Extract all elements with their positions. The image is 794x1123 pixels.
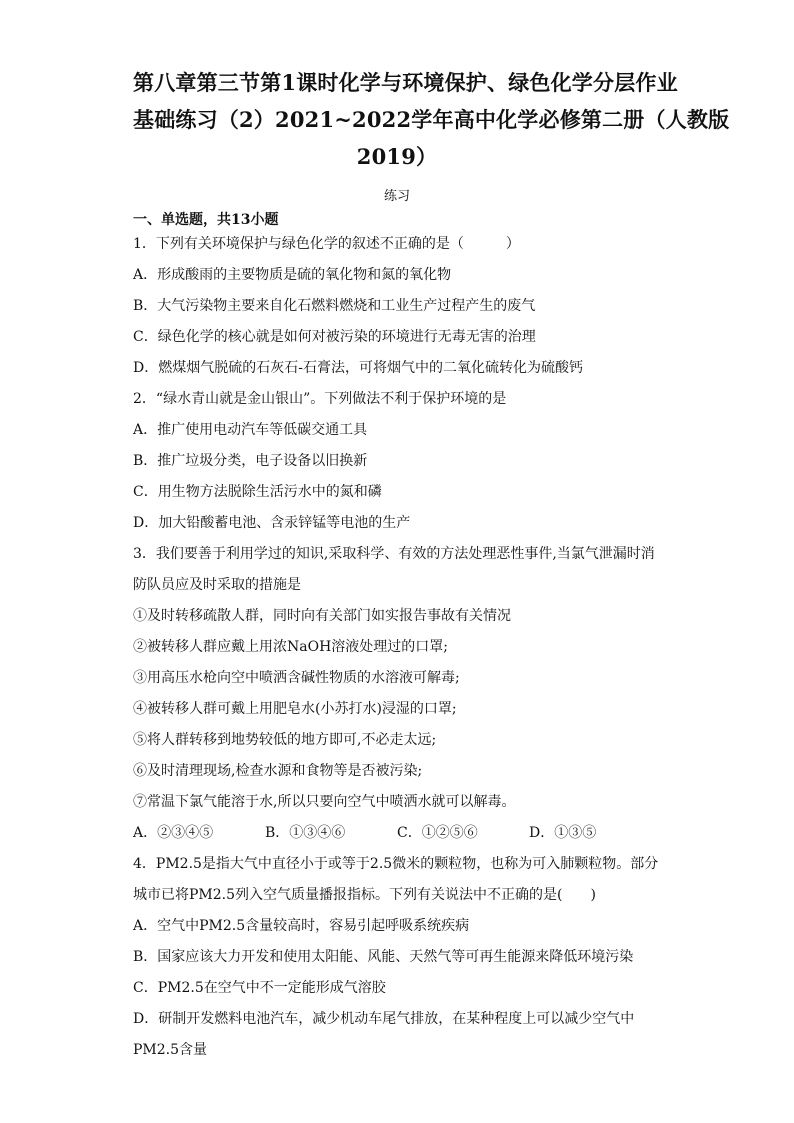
question-3-stem-line-1: 3．我们要善于利用学过的知识,采取科学、有效的方法处理恶性事件,当氯气泄漏时消	[133, 546, 655, 562]
question-3-item-7: ⑦常温下氯气能溶于水,所以只要向空气中喷洒水就可以解毒。	[133, 794, 516, 810]
title-line-2: 基础练习（2）2021~2022学年高中化学必修第二册（人教版	[133, 107, 730, 132]
question-4-option-b: B．国家应该大力开发和使用太阳能、风能、天然气等可再生能源来降低环境污染	[133, 949, 634, 965]
title-line-3: 2019）	[356, 144, 438, 169]
question-2-option-c: C．用生物方法脱除生活污水中的氮和磷	[133, 484, 382, 500]
question-3-item-4: ④被转移人群可戴上用肥皂水(小苏打水)浸湿的口罩;	[133, 701, 457, 717]
question-4-stem-line-2: 城市已将PM2.5列入空气质量播报指标。下列有关说法中不正确的是( )	[133, 887, 596, 903]
question-3-item-5: ⑤将人群转移到地势较低的地方即可,不必走太远;	[133, 732, 437, 748]
question-1-stem: 1．下列有关环境保护与绿色化学的叙述不正确的是（ ）	[133, 236, 520, 252]
question-3-item-1: ①及时转移疏散人群，同时向有关部门如实报告事故有关情况	[133, 608, 511, 624]
question-1-option-b: B．大气污染物主要来自化石燃料燃烧和工业生产过程产生的废气	[133, 298, 536, 314]
question-4-option-c: C．PM2.5在空气中不一定能形成气溶胶	[133, 980, 386, 996]
question-3-stem-line-2: 防队员应及时采取的措施是	[133, 577, 301, 593]
question-4-option-a: A．空气中PM2.5含量较高时，容易引起呼吸系统疾病	[133, 918, 470, 934]
section-heading: 一、单选题，共13小题	[133, 212, 279, 228]
question-3-options	[133, 818, 661, 849]
document-title	[133, 0, 730, 175]
question-3-item-2: ②被转移人群应戴上用浓NaOH溶液处理过的口罩;	[133, 639, 448, 655]
question-3-option-b: B．①③④⑥	[265, 825, 346, 841]
question-3-option-a: A．②③④⑤	[133, 825, 214, 841]
question-1-option-d: D．燃煤烟气脱硫的石灰石-石膏法，可将烟气中的二氧化硫转化为硫酸钙	[133, 360, 583, 376]
question-2-stem: 2．“绿水青山就是金山银山”。下列做法不利于保护环境的是	[133, 391, 507, 407]
question-3-option-c: C．①②⑤⑥	[397, 825, 478, 841]
question-2-option-d: D．加大铅酸蓄电池、含汞锌锰等电池的生产	[133, 515, 411, 531]
question-4-option-d-line-1: D．研制开发燃料电池汽车，减少机动车尾气排放，在某种程度上可以减少空气中	[133, 1011, 635, 1027]
question-2-option-b: B．推广垃圾分类，电子设备以旧换新	[133, 453, 368, 469]
question-1-option-c: C．绿色化学的核心就是如何对被污染的环境进行无毒无害的治理	[133, 329, 536, 345]
document-subtitle: 练习	[383, 189, 410, 204]
question-2	[133, 384, 661, 539]
question-3-item-6: ⑥及时清理现场,检查水源和食物等是否被污染;	[133, 763, 423, 779]
question-1	[133, 229, 661, 384]
question-2-option-a: A．推广使用电动汽车等低碳交通工具	[133, 422, 368, 438]
title-line-1: 第八章第三节第1课时化学与环境保护、绿色化学分层作业	[133, 70, 678, 95]
question-4	[133, 849, 661, 1066]
question-4-option-d-line-2: PM2.5含量	[133, 1042, 208, 1058]
question-3	[133, 539, 661, 849]
question-3-option-d: D．①③⑤	[529, 825, 597, 841]
question-4-stem-line-1: 4．PM2.5是指大气中直径小于或等于2.5微米的颗粒物，也称为可入肺颗粒物。部分	[133, 856, 659, 872]
question-1-option-a: A．形成酸雨的主要物质是硫的氧化物和氮的氧化物	[133, 267, 452, 283]
question-3-item-3: ③用高压水枪向空中喷洒含碱性物质的水溶液可解毒;	[133, 670, 460, 686]
